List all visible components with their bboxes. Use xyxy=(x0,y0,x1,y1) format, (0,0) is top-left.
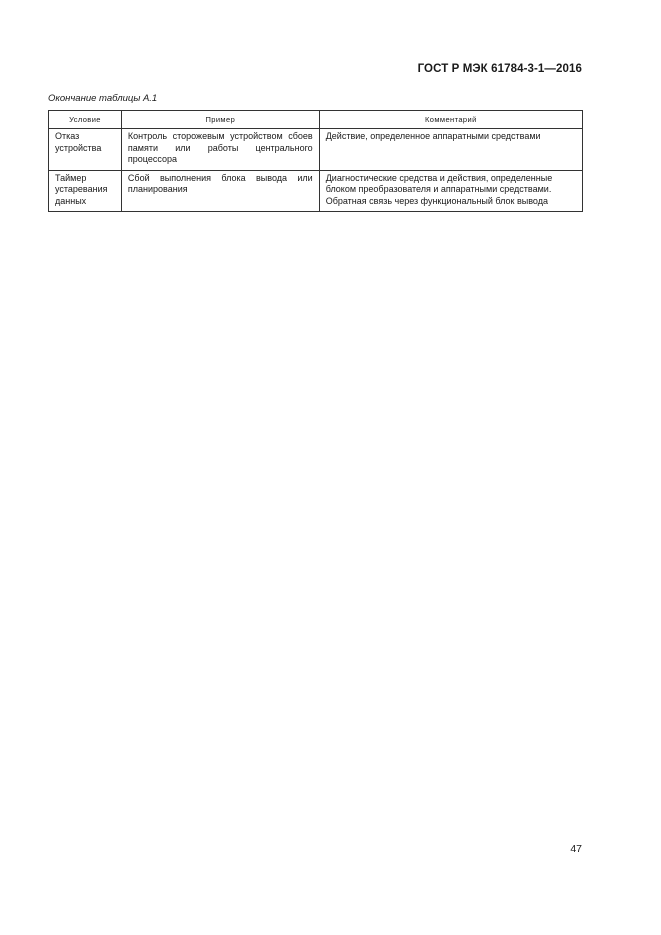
document-header: ГОСТ Р МЭК 61784-3-1—2016 xyxy=(417,63,582,75)
cell-condition: Отказ устройства xyxy=(49,129,122,171)
requirements-table xyxy=(48,110,583,212)
cell-example: Контроль сторожевым устройством сбоев памяти или работы центрального процессора xyxy=(121,129,319,171)
column-header-condition: Условие xyxy=(49,111,122,129)
cell-example: Сбой выполнения блока вывода или планирования xyxy=(121,170,319,212)
cell-condition: Таймер устаревания данных xyxy=(49,170,122,212)
cell-comment: Диагностические средства и действия, определенные блоком преобразователя и аппаратными средствами. Обратная связь через функциональный блок вывода xyxy=(319,170,582,212)
page-number: 47 xyxy=(570,843,582,855)
column-header-example: Пример xyxy=(121,111,319,129)
column-header-comment: Комментарий xyxy=(319,111,582,129)
table-caption: Окончание таблицы А.1 xyxy=(48,93,158,104)
table-header-row xyxy=(49,111,583,129)
table-row xyxy=(49,170,583,212)
table-row xyxy=(49,129,583,171)
cell-comment: Действие, определенное аппаратными средствами xyxy=(319,129,582,171)
